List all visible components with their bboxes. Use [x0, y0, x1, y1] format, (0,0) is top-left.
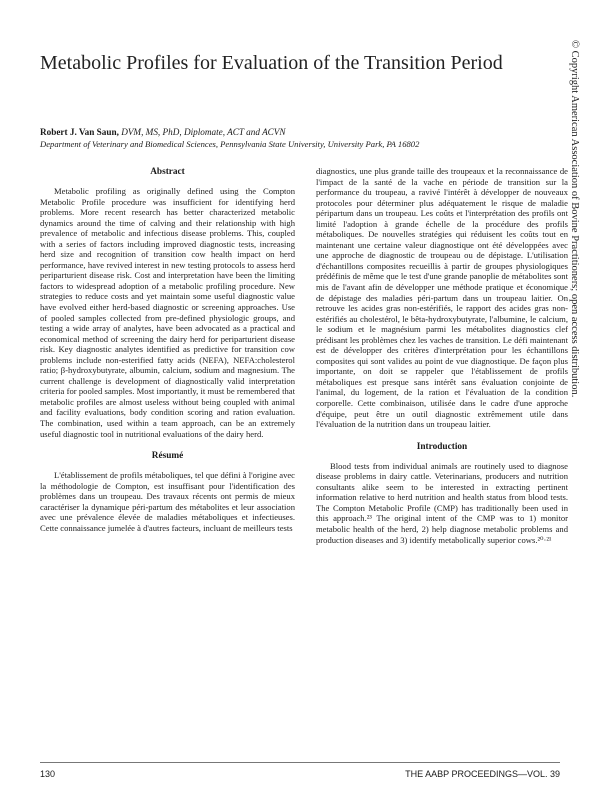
section-gap	[40, 439, 295, 450]
page-title: Metabolic Profiles for Evaluation of the Transition Period	[40, 52, 503, 74]
page-number: 130	[40, 769, 56, 779]
resume-text-left: L'établissement de profils métaboliques, tel que défini à l'origine avec la méthodologie de Compton, est insuffisant pour l'identification des problèmes dans un troupeau. Des travaux récents ont permis de mieux caractériser la dynamique péri-partum des métabolites et leur association avec une prévalence élevée de maladies métaboliques et infectieuses. Cette connaissance jumelée à d'autres facteurs, incluant de meilleurs tests	[40, 470, 295, 533]
section-gap	[316, 430, 568, 441]
footer-rule	[40, 762, 560, 763]
resume-heading: Résumé	[151, 451, 184, 462]
author-name: Robert J. Van Saun,	[40, 127, 119, 137]
author-line	[40, 126, 560, 138]
copyright-sidebar	[566, 40, 594, 600]
author-affiliation: Department of Veterinary and Biomedical Sciences, Pennsylvania State University, University Park, PA 16802	[40, 139, 420, 149]
copyright-notice: © Copyright American Association of Bovine Practitioners; open access distribution.	[569, 40, 580, 398]
abstract-text: Metabolic profiling as originally defined using the Compton Metabolic Profile procedure was insufficient for identifying herd problems. More recent research has better characterized metabolic dynamics around the time of calving and their relationship with high prevalence of metabolic and infectious disease problems. This, coupled with a series of factors including improved diagnostic tests, increasing herd size and recognition of transition cow health impact on herd performance, have revived interest in new testing protocols to assess herd periparturient disease risk. Cost and interpretation have been the limiting factors to widespread adoption of a metabolic profiling procedure. New strategies to reduce costs and yet maintain some useful diagnostic value have evolved either herd-based diagnostic or screening approaches. Use of pooled samples collected from pre-defined physiologic groups, and testing a wide array of analytes, have been advocated as a practical and economical method of screening the dairy herd for periparturient disease risk. Key diagnostic analytes identified as predictive for transition cow problems include non-esterified fatty acids (NEFA), NEFA:cholesterol ratio; β-hydroxybutyrate, albumin, calcium, sodium and magnesium. The current challenge is development of diagnostically valid interpretation criteria for pooled samples. Most importantly, it must be remembered that metabolic profiles are almost useless without being coupled with animal and facility evaluations, body condition scoring and ration evaluation. The combination, used within a team approach, can be an extremely useful diagnostic tool in nutritional evaluations of the dairy herd.	[40, 186, 295, 439]
journal-name: THE AABP PROCEEDINGS—VOL. 39	[405, 769, 560, 779]
resume-text-right: diagnostics, une plus grande taille des troupeaux et la reconnaissance de l'impact de la santé de la vache en période de transition sur la performance du troupeau, a ravivé l'intérêt à développer de nouveaux protocoles pour déterminer plus adéquatement le risque de maladie péripartum dans un troupeau. Les coûts et l'interprétation des profils ont limité l'adoption à grande échelle de la procédure des profils métaboliques. De nouvelles stratégies qui réduisent les coûts tout en maintenant une certaine valeur diagnostique ont été développées avec une approche de diagnostic de troupeau ou de dépistage. L'utilisation d'échantillons composites recueillis à partir de groupes physiologiques prédéfinis de même que le test d'une grande panoplie de métabolites sont mis de l'avant afin de développer une méthode pratique et économique de dépistage des maladies péri-partum dans un troupeau laitier. On retrouve les acides gras non-estérifiés, le rapport des acides gras non-estérifiés au cholestérol, le bêta-hydroxybutyrate, l'albumine, le calcium, le sodium et le magnésium parmi les métabolites diagnostics clef prédisant les problèmes chez les vaches de transition. Le défi maintenant est de développer des critères d'interprétation pour les échantillons composites qui sont valides au point de vue diagnostique. De façon plus importante, on doit se rappeler que l'établissement de profils métaboliques est presque sans intérêt sans évaluation conjointe de l'animal, du logement, de la ration et l'évaluation de la condition corporelle. Cette combinaison, utilisée dans le cadre d'une approche d'équipe, peut être un outil diagnostic extrêmement utile dans l'évaluation de la nutrition dans un troupeau laitier.	[316, 166, 568, 430]
author-credentials: DVM, MS, PhD, Diplomate, ACT and ACVN	[118, 127, 286, 137]
introduction-heading: Introduction	[416, 441, 468, 452]
right-column	[316, 166, 568, 545]
left-column	[40, 166, 295, 533]
introduction-text: Blood tests from individual animals are routinely used to diagnose disease problems in dairy cattle. Veterinarians, producers and nutrition consultants alike seem to be interested in extracting pertinent information relative to herd nutrition and health status from blood tests. The Compton Metabolic Profile (CMP) has traditionally been used in this approach.²³ The original intent of the CMP was to 1) monitor metabolic health of the herd, 2) help diagnose metabolic problems and production diseases and 3) identify metabolically superior cows.²⁰·²¹	[316, 460, 568, 545]
abstract-heading: Abstract	[150, 167, 185, 177]
